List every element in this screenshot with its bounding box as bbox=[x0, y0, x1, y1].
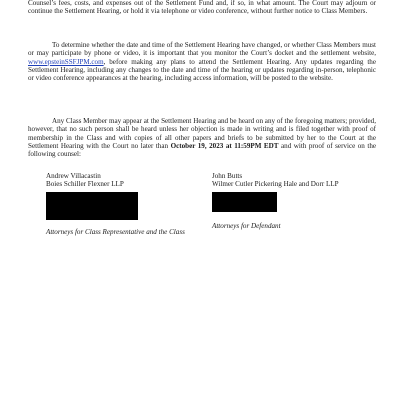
paragraph-fees-text: Counsel’s fees, costs, and expenses out of the Settlement Fund and, if so, in what amount. The Court may adjourn or continue the Settlement Hearing, or hold it via telephone or video conference, without further notice to Class Members. bbox=[28, 0, 376, 16]
counsel-class-name: Andrew Villacastin bbox=[46, 172, 101, 180]
paragraph-fees bbox=[28, 0, 376, 16]
counsel-defendant-name: John Butts bbox=[212, 172, 243, 180]
counsel-class-firm: Boies Schiller Flexner LLP bbox=[46, 180, 124, 189]
settlement-website-link[interactable]: www.epsteinSSFJPM.com bbox=[28, 57, 104, 66]
counsel-defendant-block bbox=[212, 172, 372, 230]
paragraph-monitor-text-start: To determine whether the date and time of the Settlement Hearing have changed, or whether Class Members must or may participate by phone or video, it is important that you monitor the Court’s docket and the settlement website, bbox=[28, 41, 376, 58]
paragraph-appearance bbox=[28, 117, 376, 158]
counsel-defendant-role: Attorneys for Defendant bbox=[212, 221, 281, 230]
redacted-contact-block bbox=[46, 192, 138, 220]
paragraph-appearance-text-start: Any Class Member may appear at the Settlement Hearing and be heard on any of the foregoing matters; provided, however, that no such person shall be heard unless her objection is made in writing and is filed together with proof of membership in the Class and with copies of all other papers and briefs to be submitted by her to the Court at the Settlement Hearing with the Court no later than bbox=[28, 117, 376, 150]
counsel-class-block bbox=[46, 172, 206, 236]
redacted-contact-block bbox=[212, 192, 277, 212]
paragraph-monitor-text-end: , before making any plans to attend the Settlement Hearing. Any updates regarding the Settlement Hearing, including any changes to the date and time of the hearing or updates regarding in-person, telephonic or video conference appearances at the hearing, including access information, will be posted to the website. bbox=[28, 57, 376, 83]
deadline-text: October 19, 2023 at 11:59PM EDT bbox=[170, 141, 279, 150]
counsel-defendant-firm: Wilmer Cutler Pickering Hale and Dorr LLP bbox=[212, 180, 339, 189]
paragraph-monitor-docket bbox=[28, 41, 376, 82]
counsel-class-role: Attorneys for Class Representative and the Class bbox=[46, 227, 185, 236]
paragraph-appearance-text-end: and with proof of service on the following counsel: bbox=[28, 141, 377, 159]
